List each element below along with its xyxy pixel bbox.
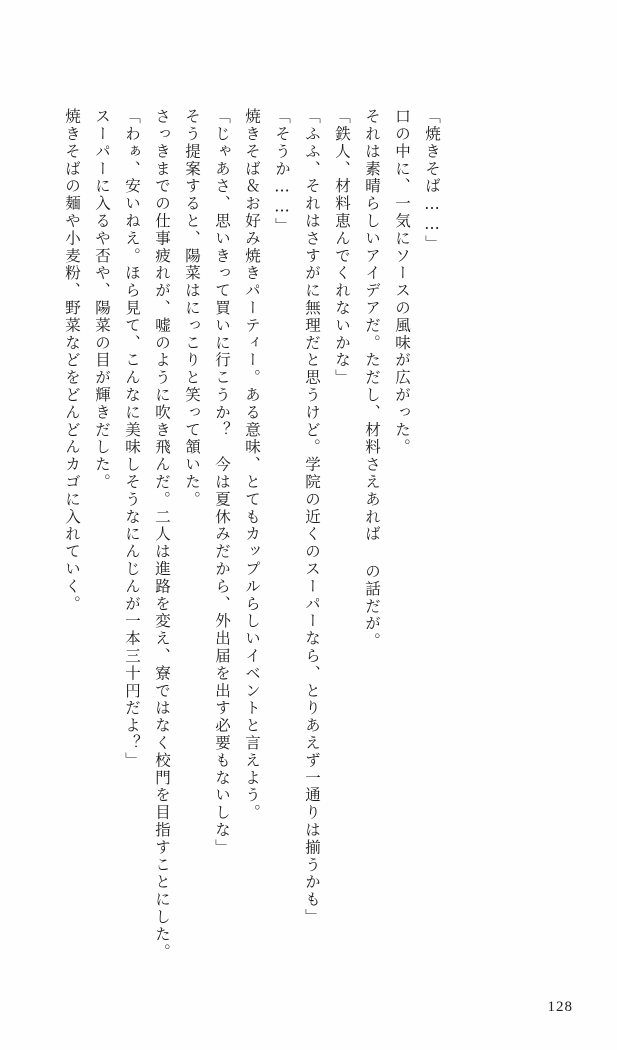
text-column: 「ふふ、それはさすがに無理だと思うけど。学院の近くのスーパーなら、とりあえず一通りは揃うかも」 — [303, 108, 321, 926]
text-column: それは素晴らしいアイデアだ。ただし、材料さえあれば の話だが。 — [363, 108, 381, 650]
text-column: スーパーに入るや否や、陽菜の目が輝きだした。 — [93, 108, 111, 491]
page-number: 128 — [547, 999, 573, 1015]
text-column: 口の中に、一気にソースの風味が広がった。 — [393, 108, 411, 456]
text-column: 「じゃあさ、思いきって買いに行こうか？ 今は夏休みだから、外出届を出す必要もないしな」 — [213, 108, 231, 857]
text-column: 焼きそば＆お好み焼きパーティー。ある意味、とてもカップルらしいイベントと言えよう。 — [243, 108, 261, 822]
text-columns — [49, 108, 441, 961]
text-column: 「鉄人、材料恵んでくれないかな」 — [333, 108, 351, 387]
vertical-text-body — [49, 108, 569, 961]
text-column: 「そうか……」 — [273, 108, 291, 235]
text-column: 焼きそばの麺や小麦粉、野菜などをどんどんカゴに入れていく。 — [63, 108, 81, 613]
text-column: 「焼きそば……」 — [423, 108, 441, 253]
text-column: そう提案すると、陽菜はにっこりと笑って頷いた。 — [183, 108, 201, 509]
text-column: さっきまでの仕事疲れが、嘘のように吹き飛んだ。二人は進路を変え、寮ではなく校門を目指すことにした。 — [153, 108, 171, 961]
text-column: 「わぁ、安いねえ。ほら見て、こんなに美味しそうなにんじんが一本三十円だよ？」 — [123, 108, 141, 770]
